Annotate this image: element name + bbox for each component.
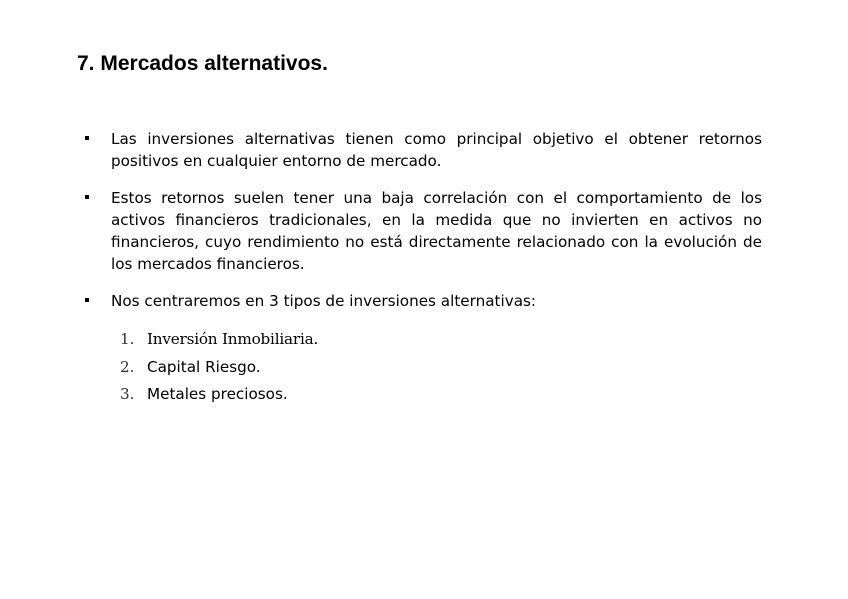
square-bullet-icon [85,298,89,302]
bullet-text: Nos centraremos en 3 tipos de inversiones alternativas: [111,292,537,310]
numbered-item-text: Inversión Inmobiliaria. [147,330,319,348]
list-number: 3. [120,385,135,403]
numbered-item [120,354,318,382]
bullet-item [83,128,762,172]
square-bullet-icon [85,136,89,140]
numbered-item [120,381,318,409]
slide-title: 7. Mercados alternativos. [77,52,328,75]
list-number: 2. [120,357,135,376]
bullet-item [83,290,762,312]
bullet-list [83,128,762,327]
bullet-text: Estos retornos suelen tener una baja correlación con el comportamiento de los activos financieros tradicionales, en la medida que no invierten en activos no financieros, cuyo rendimiento no está directamente relacionado con la evolución de los mercados financieros. [111,189,762,273]
list-number: 1. [120,330,135,348]
numbered-item-text: Metales preciosos. [147,385,288,403]
numbered-item-text: Capital Riesgo. [147,357,261,376]
numbered-list [120,326,318,409]
bullet-item [83,187,762,275]
square-bullet-icon [85,195,89,199]
numbered-item [120,326,318,354]
bullet-text: Las inversiones alternativas tienen como principal objetivo el obtener retornos positivos en cualquier entorno de mercado. [111,130,762,170]
